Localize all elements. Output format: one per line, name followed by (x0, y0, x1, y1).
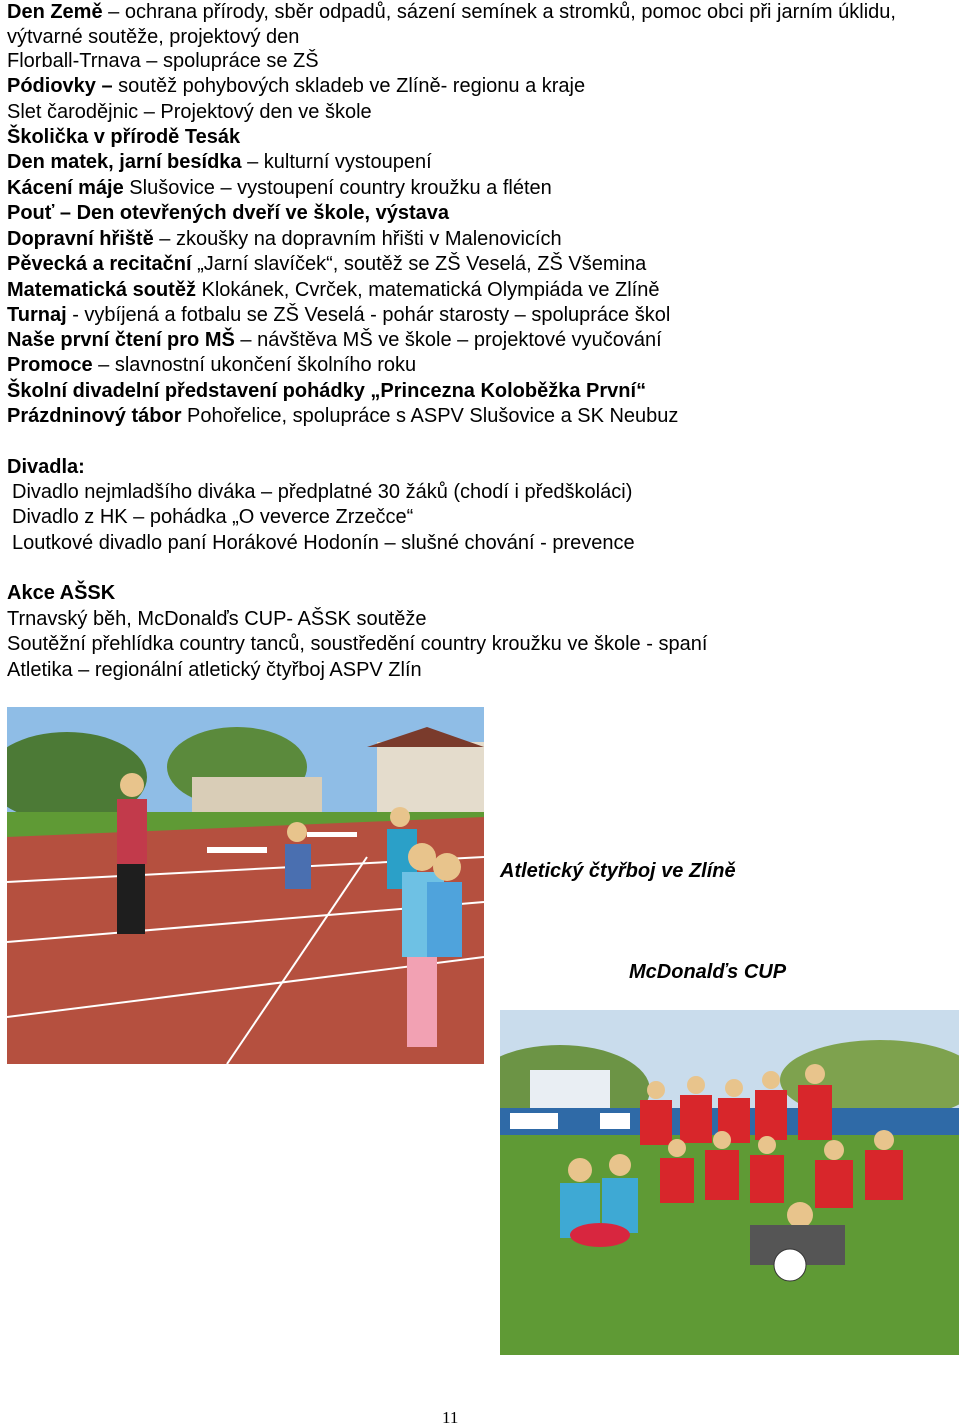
event-item (7, 150, 432, 175)
event-description: Pohořelice, spolupráce s ASPV Slušovice a SK Neubuz (181, 405, 679, 427)
event-item (7, 201, 449, 226)
event-title: Pouť – Den otevřených dveří ve škole, výstava (7, 202, 450, 224)
event-title: Prázdninový tábor (7, 405, 182, 427)
event-item (7, 100, 372, 125)
event-title: Turnaj (7, 304, 67, 326)
event-description: soutěž pohybových skladeb ve Zlíně- regionu a kraje (112, 75, 586, 97)
football-team-photo (500, 1010, 959, 1355)
event-title: Dopravní hřiště (7, 228, 154, 250)
event-title: Pěvecká a recitační (7, 253, 192, 275)
event-title: Kácení máje (7, 177, 124, 199)
event-title: Promoce (7, 354, 93, 376)
divadla-item: Divadlo z HK – pohádka „O veverce Zrzečce“ (12, 506, 414, 528)
event-item (7, 125, 240, 150)
event-description: – ochrana přírody, sběr odpadů, sázení semínek a stromků, pomoc obci při jarním úklidu, výtvarné soutěže, projektový den (7, 1, 896, 48)
event-title: Školička v přírodě Tesák (7, 126, 241, 148)
event-description: Klokánek, Cvrček, matematická Olympiáda ve Zlíně (195, 279, 660, 301)
event-title: Naše první čtení pro MŠ (7, 329, 235, 351)
event-item (7, 74, 585, 99)
assk-heading: Akce AŠSK (7, 582, 116, 604)
event-item (7, 49, 319, 74)
event-title: Den Země (7, 1, 103, 23)
mcdonalds-caption: McDonalďs CUP (629, 961, 787, 983)
event-item (7, 252, 646, 277)
event-item (7, 353, 416, 378)
assk-item: Atletika – regionální atletický čtyřboj ASPV Zlín (7, 659, 422, 681)
athletics-caption: Atletický čtyřboj ve Zlíně (500, 860, 736, 882)
event-description: - vybíjená a fotbalu se ZŠ Veselá - pohár starosty – spolupráce škol (66, 304, 671, 326)
event-description: – kulturní vystoupení (241, 151, 432, 173)
event-description: Slušovice – vystoupení country kroužku a fléten (123, 177, 552, 199)
event-title: Školní divadelní představení pohádky „Princezna Koloběžka První“ (7, 380, 647, 402)
event-item (7, 227, 562, 252)
event-item (7, 303, 670, 328)
event-title: Matematická soutěž (7, 279, 196, 301)
event-item (7, 328, 662, 353)
event-item (7, 176, 552, 201)
assk-item: Trnavský běh, McDonalďs CUP- AŠSK soutěže (7, 608, 427, 630)
event-title: Pódiovky – (7, 75, 113, 97)
event-description: Slet čarodějnic – Projektový den ve škole (7, 101, 372, 123)
page-number: 11 (442, 1408, 459, 1427)
event-description: – zkoušky na dopravním hřišti v Malenovicích (153, 228, 562, 250)
event-title: Den matek, jarní besídka (7, 151, 242, 173)
divadla-heading: Divadla: (7, 456, 85, 478)
event-item (7, 0, 912, 50)
event-item (7, 278, 659, 303)
event-description: – návštěva MŠ ve škole – projektové vyučování (234, 329, 662, 351)
event-description: – slavnostní ukončení školního roku (92, 354, 417, 376)
event-item (7, 379, 646, 404)
divadla-item: Divadlo nejmladšího diváka – předplatné 30 žáků (chodí i předškoláci) (12, 481, 633, 503)
athletics-photo (7, 707, 484, 1064)
event-description: Florball-Trnava – spolupráce se ZŠ (7, 50, 319, 72)
divadla-item: Loutkové divadlo paní Horákové Hodonín – slušné chování - prevence (12, 532, 635, 554)
assk-item: Soutěžní přehlídka country tanců, soustředění country kroužku ve škole - spaní (7, 633, 708, 655)
event-item (7, 404, 678, 429)
event-description: „Jarní slavíček“, soutěž se ZŠ Veselá, ZŠ Všemina (191, 253, 647, 275)
